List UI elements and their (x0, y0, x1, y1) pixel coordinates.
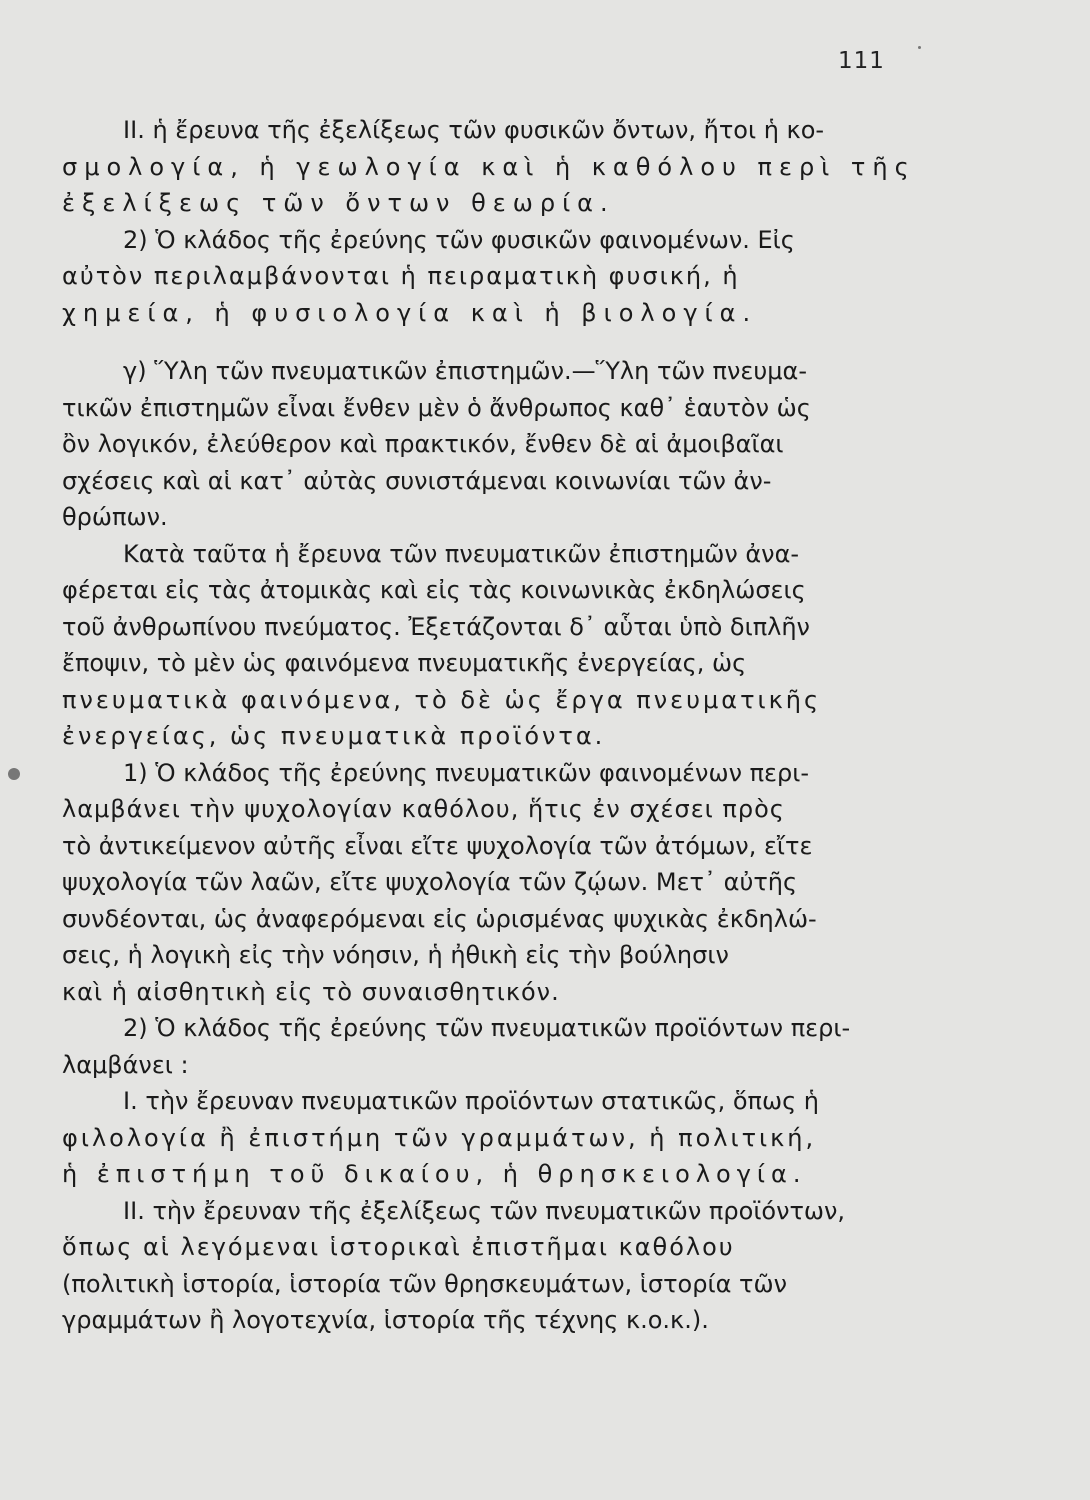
text-line: ὅπως αἱ λεγόμεναι ἱστορικαὶ ἐπιστῆμαι καθόλου (62, 1233, 735, 1261)
text-line: λαμβάνει τὴν ψυχολογίαν καθόλου, ἥτις ἐν σχέσει πρὸς (62, 795, 785, 823)
text-line: σμολογία, ἡ γεωλογία καὶ ἡ καθόλου περὶ τῆς (62, 152, 916, 181)
paragraph-gap (62, 331, 922, 353)
text-line: (πολιτικὴ ἱστορία, ἱστορία τῶν θρησκευμάτων, ἱστορία τῶν (62, 1269, 787, 1298)
text-line: χημεία, ἡ φυσιολογία καὶ ἡ βιολογία. (62, 298, 758, 327)
page-number: 111 (838, 48, 885, 74)
text-line: ἔποψιν, τὸ μὲν ὡς φαινόμενα πνευματικῆς ἐνεργείας, ὡς (62, 649, 747, 677)
text-line: θρώπων. (62, 503, 168, 531)
text-line: γραμμάτων ἢ λογοτεχνία, ἱστορία τῆς τέχνης κ.ο.κ.). (62, 1306, 709, 1334)
text-line: αὐτὸν περιλαμβάνονται ἡ πειραματικὴ φυσική, ἡ (62, 262, 740, 290)
text-line: Κατὰ ταῦτα ἡ ἔρευνα τῶν πνευματικῶν ἐπιστημῶν ἀνα- (62, 539, 800, 568)
text-line: I. τὴν ἔρευναν πνευματικῶν προϊόντων στατικῶς, ὅπως ἡ (62, 1087, 819, 1115)
text-line: τικῶν ἐπιστημῶν εἶναι ἔνθεν μὲν ὁ ἄνθρωπος καθ᾽ ἑαυτὸν ὡς (62, 393, 811, 422)
text-line: ψυχολογία τῶν λαῶν, εἴτε ψυχολογία τῶν ζῴων. Μετ᾽ αὐτῆς (62, 868, 798, 896)
text-line: ἐνεργείας, ὡς πνευματικὰ προϊόντα. (62, 722, 606, 750)
text-line: 2) Ὁ κλάδος τῆς ἐρεύνης τῶν φυσικῶν φαινομένων. Εἰς (62, 225, 795, 254)
text-line: ἐξελίξεως τῶν ὄντων θεωρία. (62, 189, 615, 217)
text-line: II. ἡ ἔρευνα τῆς ἐξελίξεως τῶν φυσικῶν ὄντων, ἤτοι ἡ κο- (62, 116, 825, 144)
section-heading: γ) Ὕλη τῶν πνευματικῶν ἐπιστημῶν.—Ὕλη τῶν πνευμα- (62, 357, 807, 385)
text-line: 1) Ὁ κλάδος τῆς ἐρεύνης πνευματικῶν φαινομένων περι- (62, 758, 810, 787)
text-line: II. τὴν ἔρευναν τῆς ἐξελίξεως τῶν πνευματικῶν προϊόντων, (62, 1196, 846, 1225)
text-line: 2) Ὁ κλάδος τῆς ἐρεύνης τῶν πνευματικῶν προϊόντων περι- (62, 1014, 851, 1042)
text-line: συνδέονται, ὡς ἀναφερόμεναι εἰς ὡρισμένας ψυχικὰς ἐκδηλώ- (62, 904, 817, 933)
text-line: πνευματικὰ φαινόμενα, τὸ δὲ ὡς ἔργα πνευματικῆς (62, 685, 822, 714)
scan-speck (8, 768, 20, 780)
body-text (62, 112, 922, 1339)
text-line: καὶ ἡ αἰσθητικὴ εἰς τὸ συναισθητικόν. (62, 977, 560, 1006)
text-line: φέρεται εἰς τὰς ἀτομικὰς καὶ εἰς τὰς κοινωνικὰς ἐκδηλώσεις (62, 576, 806, 604)
text-line: τοῦ ἀνθρωπίνου πνεύματος. Ἐξετάζονται δ᾽ αὗται ὑπὸ διπλῆν (62, 612, 810, 641)
text-line: ὂν λογικόν, ἐλεύθερον καὶ πρακτικόν, ἔνθεν δὲ αἱ ἀμοιβαῖαι (62, 430, 784, 458)
scan-speck (918, 46, 921, 49)
text-line: σχέσεις καὶ αἱ κατ᾽ αὐτὰς συνιστάμεναι κοινωνίαι τῶν ἀν- (62, 466, 772, 495)
text-line: ἡ ἐπιστήμη τοῦ δικαίου, ἡ θρησκειολογία. (62, 1160, 807, 1188)
text-line: λαμβάνει : (62, 1050, 189, 1079)
text-line: σεις, ἡ λογικὴ εἰς τὴν νόησιν, ἡ ἠθικὴ εἰς τὴν βούλησιν (62, 941, 729, 969)
text-line: τὸ ἀντικείμενον αὐτῆς εἶναι εἴτε ψυχολογία τῶν ἀτόμων, εἴτε (62, 831, 813, 860)
text-line: φιλολογία ἢ ἐπιστήμη τῶν γραμμάτων, ἡ πολιτική, (62, 1123, 817, 1152)
